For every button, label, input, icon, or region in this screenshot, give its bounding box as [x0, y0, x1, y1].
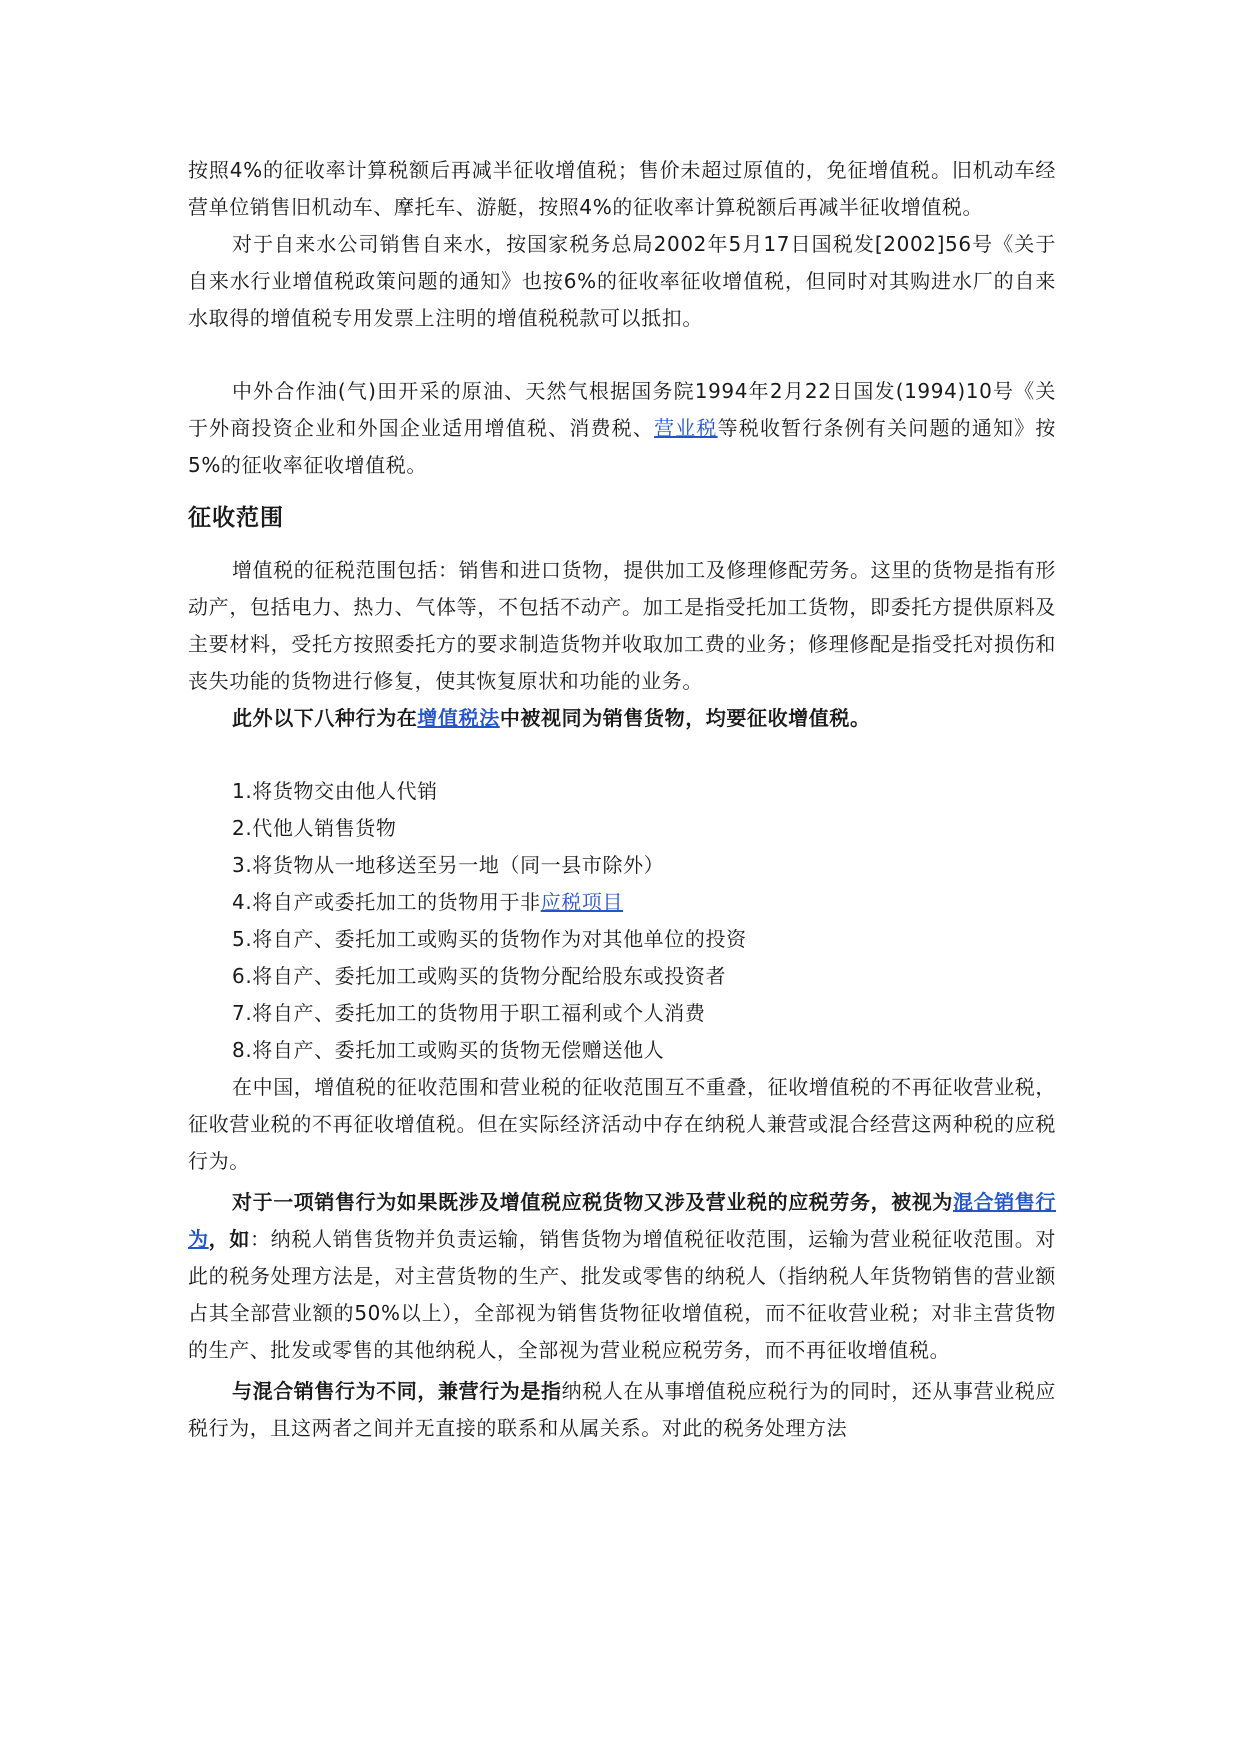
list-item: 2.代他人销售货物	[232, 816, 397, 840]
link-business-tax[interactable]: 营业税	[654, 416, 718, 440]
paragraph-5-text-end: 中被视同为销售货物，均要征收增值税。	[499, 706, 871, 730]
paragraph-7-text: ：纳税人销售货物并负责运输，销售货物为增值税征收范围，运输为营业税征收范围。对此的税务处理方法是，对主营货物的生产、批发或零售的纳税人（指纳税人年货物销售的营业额占其全部营业额的50%以上），全部视为销售货物征收增值税，而不征收营业税；对非主营货物的生产、批发或零售的其他纳税人，全部视为营业税应税劳务，而不再征收增值税。	[188, 1227, 1056, 1362]
link-taxable-items[interactable]: 应税项目	[540, 890, 624, 914]
section-heading: 征收范围	[188, 505, 284, 531]
list-item: 5.将自产、委托加工或购买的货物作为对其他单位的投资	[232, 927, 747, 951]
paragraph-3	[188, 373, 1056, 484]
paragraph-8-bold: 与混合销售行为不同，兼营行为是指	[232, 1379, 562, 1403]
list-item: 8.将自产、委托加工或购买的货物无偿赠送他人	[232, 1038, 665, 1062]
paragraph-5	[188, 700, 1056, 737]
list-item	[188, 884, 1056, 921]
paragraph-8	[188, 1373, 1056, 1447]
blank-line	[188, 337, 1056, 373]
list-item: 6.将自产、委托加工或购买的货物分配给股东或投资者	[232, 964, 727, 988]
paragraph-2: 对于自来水公司销售自来水，按国家税务总局2002年5月17日国税发[2002]56号《关于自来水行业增值税政策问题的通知》也按6%的征收率征收增值税，但同时对其购进水厂的自来水取得的增值税专用发票上注明的增值税税款可以抵扣。	[188, 232, 1056, 330]
paragraph-7-bold-end: ，如	[208, 1227, 251, 1251]
paragraph-6: 在中国，增值税的征收范围和营业税的征收范围互不重叠，征收增值税的不再征收营业税，征收营业税的不再征收增值税。但在实际经济活动中存在纳税人兼营或混合经营这两种税的应税行为。	[188, 1075, 1056, 1173]
paragraph-4: 增值税的征税范围包括：销售和进口货物，提供加工及修理修配劳务。这里的货物是指有形动产，包括电力、热力、气体等，不包括不动产。加工是指受托加工货物，即委托方提供原料及主要材料，受托方按照委托方的要求制造货物并收取加工费的业务；修理修配是指受托对损伤和丧失功能的货物进行修复，使其恢复原状和功能的业务。	[188, 558, 1056, 693]
list-item: 1.将货物交由他人代销	[232, 779, 438, 803]
paragraph-8-text: 纳税人在从事增值税应税行为的同时，还从事营业税应税行为，且这两者之间并无直接的联系和从属关系。对此的税务处理方法	[188, 1379, 1057, 1440]
paragraph-7	[188, 1184, 1056, 1369]
blank-line	[188, 737, 1056, 773]
paragraph-3-text-end: 等税收暂行条例有关问题的通知》按5%的征收率征收增值税。	[188, 416, 1056, 477]
list-item: 7.将自产、委托加工的货物用于职工福利或个人消费	[232, 1001, 706, 1025]
paragraph-5-text: 此外以下八种行为在	[232, 706, 418, 730]
paragraph-7-bold: 对于一项销售行为如果既涉及增值税应税货物又涉及营业税的应税劳务，被视为	[232, 1190, 953, 1214]
paragraph-1: 按照4%的征收率计算税额后再减半征收增值税；售价未超过原值的，免征增值税。旧机动车经营单位销售旧机动车、摩托车、游艇，按照4%的征收率计算税额后再减半征收增值税。	[188, 158, 1056, 219]
deemed-sales-list	[188, 773, 1056, 1069]
list-item-text: 4.将自产或委托加工的货物用于非	[232, 890, 541, 914]
list-item: 3.将货物从一地移送至另一地（同一县市除外）	[232, 853, 665, 877]
document-page	[188, 152, 1056, 1447]
link-vat-law[interactable]: 增值税法	[417, 706, 500, 730]
paragraph-3-text: 中外合作油(气)田开采的原油、天然气根据国务院1994年2月22日国发(1994)10号《关于外商投资企业和外国企业适用增值税、消费税、	[188, 379, 1056, 440]
link-mixed-sales[interactable]: 混合销售行为	[188, 1190, 1056, 1251]
